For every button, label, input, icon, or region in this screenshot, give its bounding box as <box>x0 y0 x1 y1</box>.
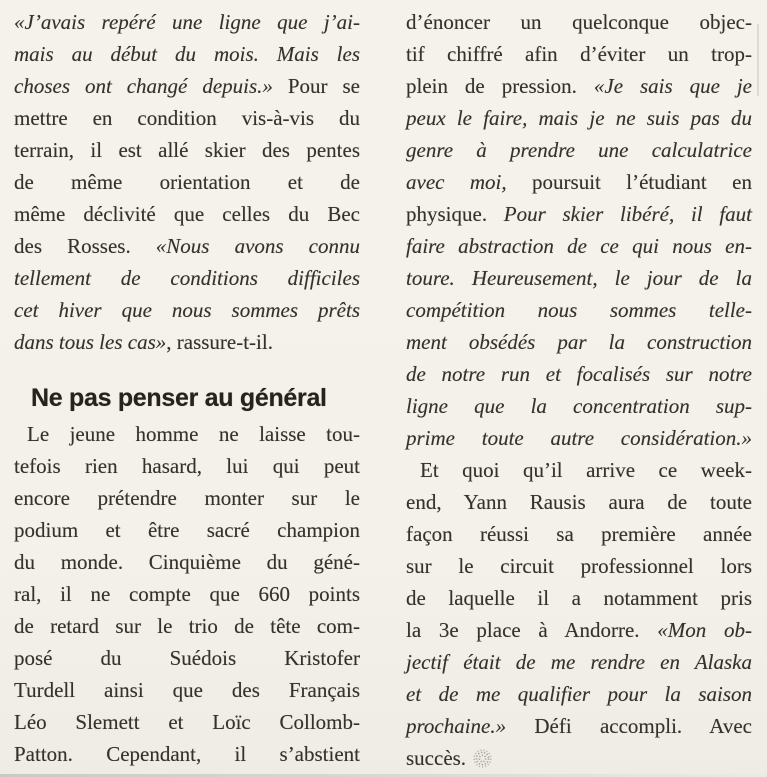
paragraph <box>406 6 752 454</box>
text-line <box>406 102 752 134</box>
text-line <box>406 454 752 486</box>
end-of-article-icon <box>473 745 492 777</box>
text-line <box>406 326 752 358</box>
body-text: de retard sur le trio de tête com- <box>14 614 360 638</box>
body-text: sur le circuit professionnel lors <box>406 554 752 578</box>
text-line <box>14 514 360 546</box>
paragraph <box>14 6 360 358</box>
text-line <box>14 642 360 674</box>
quote-text: ligne que la concentration sup- <box>406 394 752 418</box>
text-line <box>14 578 360 610</box>
text-line <box>406 198 752 230</box>
body-text: du monde. Cinquième du géné- <box>14 550 360 574</box>
section-heading: Ne pas penser au général <box>31 384 327 412</box>
text-line <box>406 262 752 294</box>
quote-text: cet hiver que nous sommes prêts <box>14 298 360 322</box>
body-text: plein de pression. <box>406 74 594 98</box>
body-text: posé du Suédois Kristofer <box>14 646 360 670</box>
text-line <box>14 706 360 738</box>
text-line <box>406 550 752 582</box>
text-line <box>406 486 752 518</box>
body-text: tif chiffré afin d’éviter un trop- <box>406 42 752 66</box>
text-line <box>406 422 752 454</box>
quote-text: tellement de conditions difficiles <box>14 266 360 290</box>
text-line <box>406 646 752 678</box>
text-line <box>14 326 360 358</box>
body-text: end, Yann Rausis aura de toute <box>406 490 752 514</box>
body-text: de laquelle il a notamment pris <box>406 586 752 610</box>
text-line <box>14 610 360 642</box>
body-text: Défi accompli. Avec <box>506 714 752 738</box>
body-text: de même orientation et de <box>14 170 360 194</box>
body-text: tefois rien hasard, lui qui peut <box>14 454 360 478</box>
text-line <box>406 614 752 646</box>
text-line <box>14 482 360 514</box>
quote-text: «Nous avons connu <box>155 234 360 258</box>
quote-text: «J’avais repéré une ligne que j’ai- <box>14 10 360 34</box>
quote-text: et de me qualifier pour la saison <box>406 682 752 706</box>
text-line <box>406 134 752 166</box>
text-line <box>14 166 360 198</box>
body-text: succès. <box>406 746 467 770</box>
text-line <box>14 38 360 70</box>
text-line <box>14 262 360 294</box>
body-text: même déclivité que celles du Bec <box>14 202 360 226</box>
article-column-right <box>406 6 752 777</box>
body-text: la 3e place à Andorre. <box>406 618 658 642</box>
text-line <box>406 358 752 390</box>
scan-edge-artifact-right <box>757 24 759 96</box>
quote-text: compétition nous sommes telle- <box>406 298 752 322</box>
text-line <box>14 134 360 166</box>
quote-text: «Mon ob- <box>657 618 752 642</box>
quote-text: jectif était de me rendre en Alaska <box>406 650 752 674</box>
text-line <box>406 294 752 326</box>
text-line <box>406 38 752 70</box>
quote-text: toure. Heureusement, le jour de la <box>406 266 752 290</box>
text-line <box>14 102 360 134</box>
quote-text: faire abstraction de ce qui nous en- <box>406 234 752 258</box>
text-line <box>14 230 360 262</box>
article-column-left <box>14 6 360 777</box>
body-text: physique. <box>406 202 504 226</box>
text-line <box>406 518 752 550</box>
body-text: podium et être sacré champion <box>14 518 360 542</box>
quote-text: de notre run et focalisés sur notre <box>406 362 752 386</box>
text-line <box>406 70 752 102</box>
body-text: Pour se <box>272 74 360 98</box>
quote-text: ment obsédés par la construction <box>406 330 752 354</box>
text-line <box>14 198 360 230</box>
quote-text: «Je sais que je <box>593 74 752 98</box>
body-text: terrain, il est allé skier des pentes <box>14 138 360 162</box>
paragraph <box>406 454 752 774</box>
body-text: façon réussi sa première année <box>406 522 752 546</box>
quote-text: dans tous les cas» <box>14 330 167 354</box>
text-line <box>14 546 360 578</box>
quote-text: avec moi, <box>406 170 507 194</box>
paragraph <box>14 418 360 770</box>
text-line <box>14 6 360 38</box>
quote-text: prochaine.» <box>406 714 507 738</box>
body-text: Le jeune homme ne laisse tou- <box>27 422 360 446</box>
body-text: mettre en condition vis-à-vis du <box>14 106 360 130</box>
quote-text: mais au début du mois. Mais les <box>14 42 360 66</box>
text-line <box>406 166 752 198</box>
text-line <box>14 674 360 706</box>
text-line <box>14 450 360 482</box>
body-text: d’énoncer un quelconque objec- <box>406 10 752 34</box>
text-line <box>14 738 360 770</box>
text-line <box>406 678 752 710</box>
quote-text: Pour skier libéré, il faut <box>503 202 752 226</box>
text-line <box>14 70 360 102</box>
body-text: , rassure-t-il. <box>166 330 273 354</box>
quote-text: choses ont changé depuis.» <box>14 74 273 98</box>
text-line <box>406 710 752 742</box>
text-line <box>14 294 360 326</box>
body-text: ral, il ne compte que 660 points <box>14 582 360 606</box>
body-text: encore prétendre monter sur le <box>14 486 360 510</box>
body-text: des Rosses. <box>14 234 156 258</box>
text-line <box>406 390 752 422</box>
body-text: Léo Slemett et Loïc Collomb- <box>14 710 360 734</box>
quote-text: genre à prendre une calculatrice <box>406 138 752 162</box>
body-text: Turdell ainsi que des Français <box>14 678 360 702</box>
text-line <box>406 582 752 614</box>
body-text: Patton. Cependant, il s’abstient <box>14 742 360 766</box>
text-line <box>406 6 752 38</box>
quote-text: prime toute autre considération.» <box>406 426 752 450</box>
body-text: Et quoi qu’il arrive ce week- <box>420 458 752 482</box>
text-line <box>406 230 752 262</box>
quote-text: peux le faire, mais je ne suis pas du <box>406 106 752 130</box>
text-line <box>14 418 360 450</box>
text-line <box>406 742 752 774</box>
body-text: poursuit l’étudiant en <box>506 170 752 194</box>
